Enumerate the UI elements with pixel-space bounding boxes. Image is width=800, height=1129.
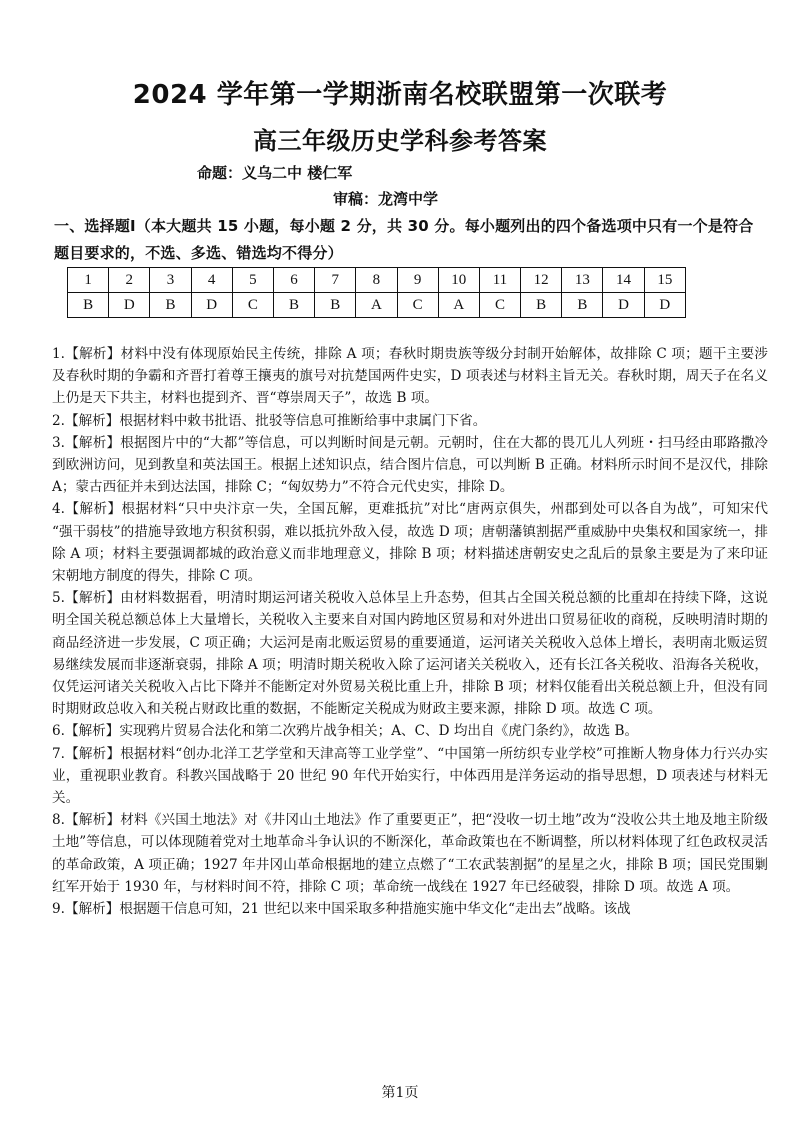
question-number: 7 bbox=[315, 268, 356, 293]
page-number: 第1页 bbox=[381, 1085, 419, 1101]
question-number: 5 bbox=[232, 268, 273, 293]
authors-line: 命题：义乌二中 楼仁军 bbox=[197, 164, 353, 182]
question-number: 1 bbox=[68, 268, 109, 293]
document-title: 2024 学年第一学期浙南名校联盟第一次联考 bbox=[132, 80, 668, 110]
explanation-3: 3.【解析】根据图片中的“大都”等信息，可以判断时间是元朝。元朝时，住在大都的畏兀儿人列班・扫马经由耶路撒冷到欧洲访问，见到教皇和英法国王。根据上述知识点，结合图片信息，可以判断 B 正确。材料所示时间不是汉代，排除 A；蒙古西征并未到达法国，排除 C；“匈奴势力”不符合元代史实，排除 D。 bbox=[52, 434, 768, 496]
answer-cell: B bbox=[315, 293, 356, 318]
question-number: 3 bbox=[150, 268, 191, 293]
answer-cell: B bbox=[521, 293, 562, 318]
question-number: 11 bbox=[479, 268, 520, 293]
explanation-2: 2.【解析】根据材料中敕书批语、批驳等信息可推断给事中隶属门下省。 bbox=[52, 412, 487, 429]
answer-cell: B bbox=[562, 293, 603, 318]
answer-table-number-row bbox=[68, 268, 686, 293]
explanation-6: 6.【解析】实现鸦片贸易合法化和第二次鸦片战争相关；A、C、D 均出自《虎门条约》，故选 B。 bbox=[52, 723, 639, 740]
question-number: 12 bbox=[521, 268, 562, 293]
question-number: 13 bbox=[562, 268, 603, 293]
question-number: 4 bbox=[191, 268, 232, 293]
question-number: 2 bbox=[109, 268, 150, 293]
answer-cell: D bbox=[191, 293, 232, 318]
answer-cell: D bbox=[109, 293, 150, 318]
question-number: 9 bbox=[397, 268, 438, 293]
answer-cell: A bbox=[356, 293, 397, 318]
question-number: 15 bbox=[644, 268, 685, 293]
answer-cell: B bbox=[273, 293, 314, 318]
answer-cell: C bbox=[397, 293, 438, 318]
question-number: 8 bbox=[356, 268, 397, 293]
answer-table bbox=[67, 267, 686, 318]
explanation-4: 4.【解析】根据材料“只中央汴京一失，全国瓦解，更难抵抗”对比“唐两京俱失，州郡到处可以各自为战”，可知宋代 “强干弱枝”的措施导致地方积贫积弱，难以抵抗外敌入侵，故选 D 项；唐朝藩镇割据严重威胁中央集权和国家统一，排除 A 项；材料主要强调都城的政治意义而非地理意义，排除 B 项；材料描述唐朝安史之乱后的景象主要是为了来印证宋朝地方制度的得失，排除 C 项。 bbox=[52, 501, 768, 585]
question-number: 10 bbox=[438, 268, 479, 293]
answer-cell: C bbox=[479, 293, 520, 318]
explanation-5: 5.【解析】由材料数据看，明清时期运河诸关税收入总体呈上升态势，但其占全国关税总额的比重却在持续下降，这说明全国关税总额总体上大量增长，关税收入主要来自对国内跨地区贸易和对外进出口贸易征收的商税，反映明清时期的商品经济进一步发展，C 项正确；大运河是南北贩运贸易的重要通道，运河诸关关税收入总体上增长，表明南北贩运贸易继续发展而非逐渐衰弱，排除 A 项；明清时期关税收入除了运河诸关关税收入，还有长江各关税收、沿海各关税收，仅凭运河诸关关税收入占比下降并不能断定对外贸易关税比重上升，排除 B 项；材料仅能看出关税总额上升，但没有同时期财政总收入和关税占财政比重的数据，不能断定关税成为财政主要来源，排除 D 项。故选 C 项。 bbox=[52, 590, 768, 718]
explanation-8: 8.【解析】材料《兴国土地法》对《井冈山土地法》作了重要更正”，把“没收一切土地”改为“没收公共土地及地主阶级土地”等信息，可以体现随着党对土地革命斗争认识的不断深化，革命政策也在不断调整，所以材料体现了红色政权灵活的革命政策，A 项正确；1927 年井冈山革命根据地的建立点燃了“工农武装割据”的星星之火，排除 B 项；国民党围剿红军开始于 1930 年，与材料时间不符，排除 C 项；革命统一战线在 1927 年已经破裂，排除 D 项。故选 A 项。 bbox=[52, 812, 768, 895]
explanation-7: 7.【解析】根据材料“创办北洋工艺学堂和天津高等工业学堂”、“中国第一所纺织专业学校”可推断人物身体力行兴办实业，重视职业教育。科教兴国战略于 20 世纪 90 年代开始实行，中体西用是洋务运动的指导思想，D 项表述与材料无关。 bbox=[52, 745, 768, 807]
explanation-1: 1.【解析】材料中没有体现原始民主传统，排除 A 项；春秋时期贵族等级分封制开始解体，故排除 C 项；题干主要涉及春秋时期的争霸和齐晋打着尊王攘夷的旗号对抗楚国两件史实，D 项表述与材料主旨无关。春秋时期，周天子在名义上仍是天下共主，材料也提到齐、晋“尊崇周天子”，故选 B 项。 bbox=[52, 346, 768, 407]
question-number: 6 bbox=[273, 268, 314, 293]
answer-cell: B bbox=[68, 293, 109, 318]
answer-cell: A bbox=[438, 293, 479, 318]
section-heading: 一、选择题Ⅰ（本大题共 15 小题，每小题 2 分，共 30 分。每小题列出的四个备选项中只有一个是符合题目要求的，不选、多选、错选均不得分） bbox=[54, 217, 754, 262]
answer-table-answer-row bbox=[68, 293, 686, 318]
question-number: 14 bbox=[603, 268, 644, 293]
reviewer-line: 审稿：龙湾中学 bbox=[333, 190, 439, 208]
document-subtitle: 高三年级历史学科参考答案 bbox=[253, 127, 547, 155]
answer-cell: D bbox=[603, 293, 644, 318]
answer-cell: B bbox=[150, 293, 191, 318]
answer-cell: C bbox=[232, 293, 273, 318]
explanations bbox=[52, 343, 768, 920]
explanation-9: 9.【解析】根据题干信息可知，21 世纪以来中国采取多种措施实施中华文化“走出去”战略。该战 bbox=[52, 901, 631, 918]
answer-cell: D bbox=[644, 293, 685, 318]
